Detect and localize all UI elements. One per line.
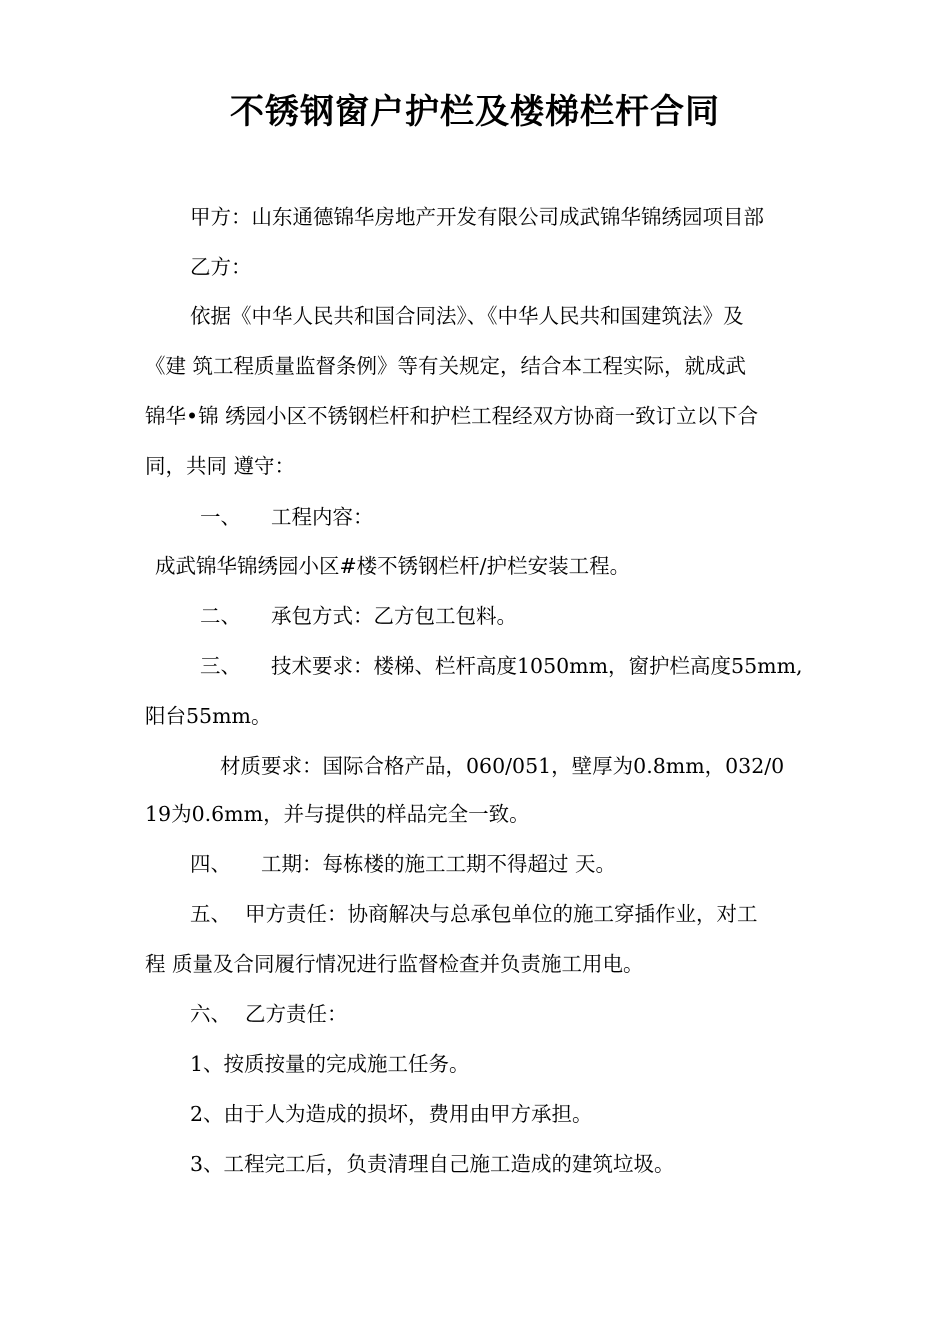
preamble-line-2: 《建 筑工程质量监督条例》等有关规定，结合本工程实际，就成武 [145,354,747,378]
party-a-name: 山东通德锦华房地产开发有限公司成武锦华锦绣园项目部 [251,205,764,229]
section-6-number: 六、 [190,1002,231,1026]
section-5-number: 五、 [190,902,231,926]
party-b-line [190,252,252,282]
party-a-label: 甲方： [190,205,252,229]
party-a-line [190,202,764,232]
section-3-line-1 [200,651,803,681]
section-3-text: 技术要求：楼梯、栏杆高度1050mm，窗护栏高度55mm, [271,654,803,678]
party-b-label: 乙方： [190,255,252,279]
list-item: 2、由于人为造成的损坏，费用由甲方承担。 [190,1102,593,1126]
section-3-material-line-2: 19为0.6mm，并与提供的样品完全一致。 [145,802,530,826]
section-1-title: 工程内容： [271,505,374,529]
section-4-text: 工期：每栋楼的施工工期不得超过 天。 [261,852,617,876]
section-6-title: 乙方责任： [245,1002,348,1026]
section-5-text: 甲方责任：协商解决与总承包单位的施工穿插作业，对工 [245,902,758,926]
section-5-line-2: 程 质量及合同履行情况进行监督检查并负责施工用电。 [145,952,644,976]
preamble-line-4: 同，共同 遵守： [145,454,296,478]
section-5-line-1 [190,899,758,929]
list-item: 1、按质按量的完成施工任务。 [190,1052,470,1076]
section-3-line-2: 阳台55mm。 [145,704,272,728]
section-2-text: 承包方式：乙方包工包料。 [271,604,517,628]
section-1-body: 成武锦华锦绣园小区#楼不锈钢栏杆/护栏安装工程。 [155,554,631,578]
section-1-number: 一、 [200,505,241,529]
section-6-heading [190,999,348,1029]
section-1-heading [200,502,374,532]
section-2-number: 二、 [200,604,241,628]
document-title: 不锈钢窗户护栏及楼梯栏杆合同 [230,92,720,132]
section-2 [200,601,517,631]
section-4 [190,849,616,879]
section-3-material-line-1: 材质要求：国际合格产品，060/051，壁厚为0.8mm，032/0 [220,754,785,778]
preamble-line-1: 依据《中华人民共和国合同法》、《中华人民共和国建筑法》及 [190,304,744,328]
list-item: 3、工程完工后，负责清理自己施工造成的建筑垃圾。 [190,1152,675,1176]
section-4-number: 四、 [190,852,231,876]
preamble-line-3: 锦华•锦 绣园小区不锈钢栏杆和护栏工程经双方协商一致订立以下合 [145,404,759,428]
section-3-number: 三、 [200,654,241,678]
